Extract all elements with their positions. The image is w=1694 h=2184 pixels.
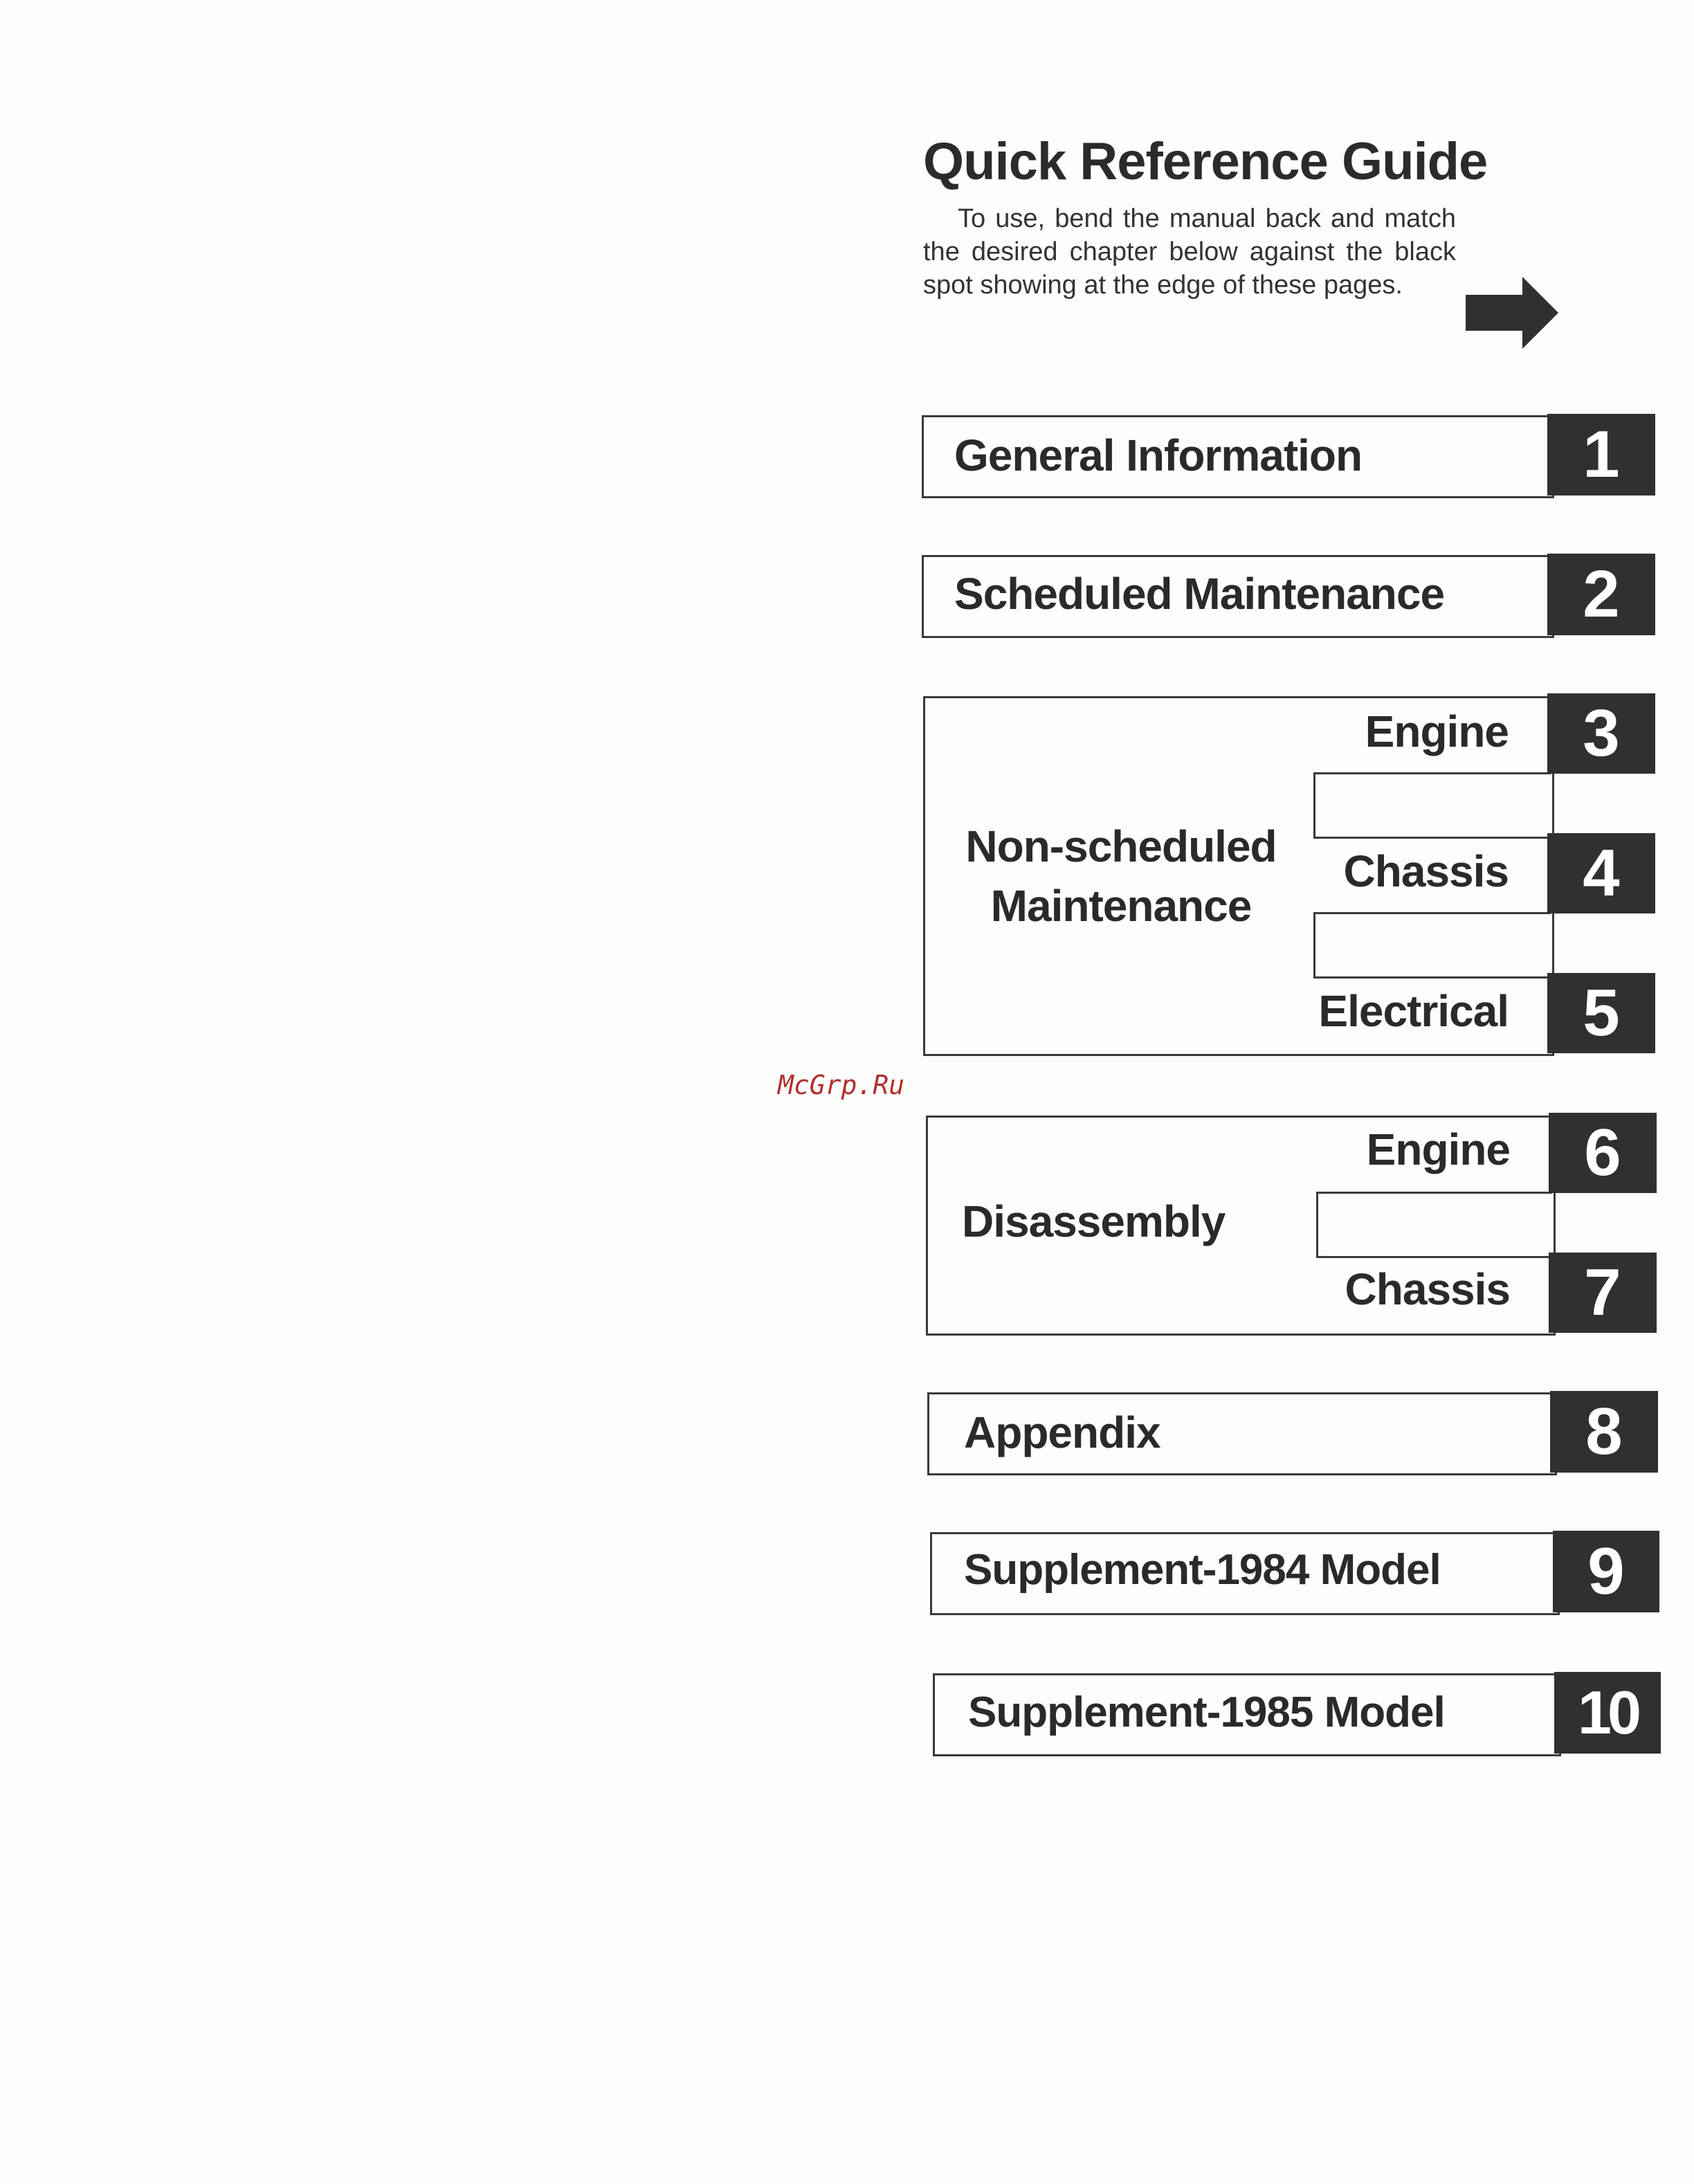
chapter-10-box[interactable]: [933, 1673, 1561, 1756]
connector-6-7: [1316, 1192, 1552, 1258]
chapter-8-box[interactable]: [927, 1392, 1557, 1475]
chapter-1-box[interactable]: [922, 415, 1554, 498]
non-scheduled-line-1: Non-scheduled: [965, 821, 1277, 871]
chapter-7-tab[interactable]: 7: [1549, 1253, 1657, 1333]
page-title: Quick Reference Guide: [923, 132, 1488, 191]
chapter-8-label: Appendix: [964, 1408, 1160, 1457]
chapter-9-tab[interactable]: 9: [1553, 1531, 1659, 1612]
chapter-9-label: Supplement-1984 Model: [964, 1546, 1441, 1594]
chapter-7-label[interactable]: Chassis: [1345, 1264, 1510, 1314]
chapter-2-box[interactable]: [922, 555, 1554, 638]
chapter-6-label[interactable]: Engine: [1366, 1125, 1510, 1174]
disassembly-group-label: Disassembly: [962, 1196, 1226, 1246]
arrow-right-icon: [1466, 277, 1558, 349]
chapter-1-tab[interactable]: 1: [1547, 414, 1655, 495]
chapter-5-label[interactable]: Electrical: [1318, 986, 1509, 1036]
non-scheduled-group-label: [941, 817, 1301, 936]
chapter-4-label[interactable]: Chassis: [1343, 846, 1509, 896]
chapter-8-tab[interactable]: 8: [1550, 1391, 1658, 1473]
connector-4-5: [1313, 912, 1551, 979]
chapter-1-label: General Information: [954, 430, 1363, 480]
chapter-3-tab[interactable]: 3: [1547, 693, 1655, 774]
chapter-2-label: Scheduled Maintenance: [954, 569, 1445, 619]
chapter-2-tab[interactable]: 2: [1547, 554, 1655, 635]
chapter-9-box[interactable]: [930, 1532, 1560, 1615]
non-scheduled-line-2: Maintenance: [990, 881, 1252, 931]
connector-3-4: [1313, 772, 1551, 839]
chapter-4-tab[interactable]: 4: [1547, 833, 1655, 913]
chapter-5-tab[interactable]: 5: [1547, 973, 1655, 1053]
chapter-3-label[interactable]: Engine: [1365, 707, 1509, 756]
instructions-text: To use, bend the manual back and match the desired chapter below against the black spot showing at the edge of these pages.: [923, 204, 1456, 300]
chapter-6-tab[interactable]: 6: [1549, 1113, 1657, 1193]
chapter-10-label: Supplement-1985 Model: [968, 1689, 1445, 1736]
watermark: McGrp.Ru: [778, 1070, 905, 1100]
chapter-10-tab[interactable]: 10: [1554, 1672, 1661, 1754]
